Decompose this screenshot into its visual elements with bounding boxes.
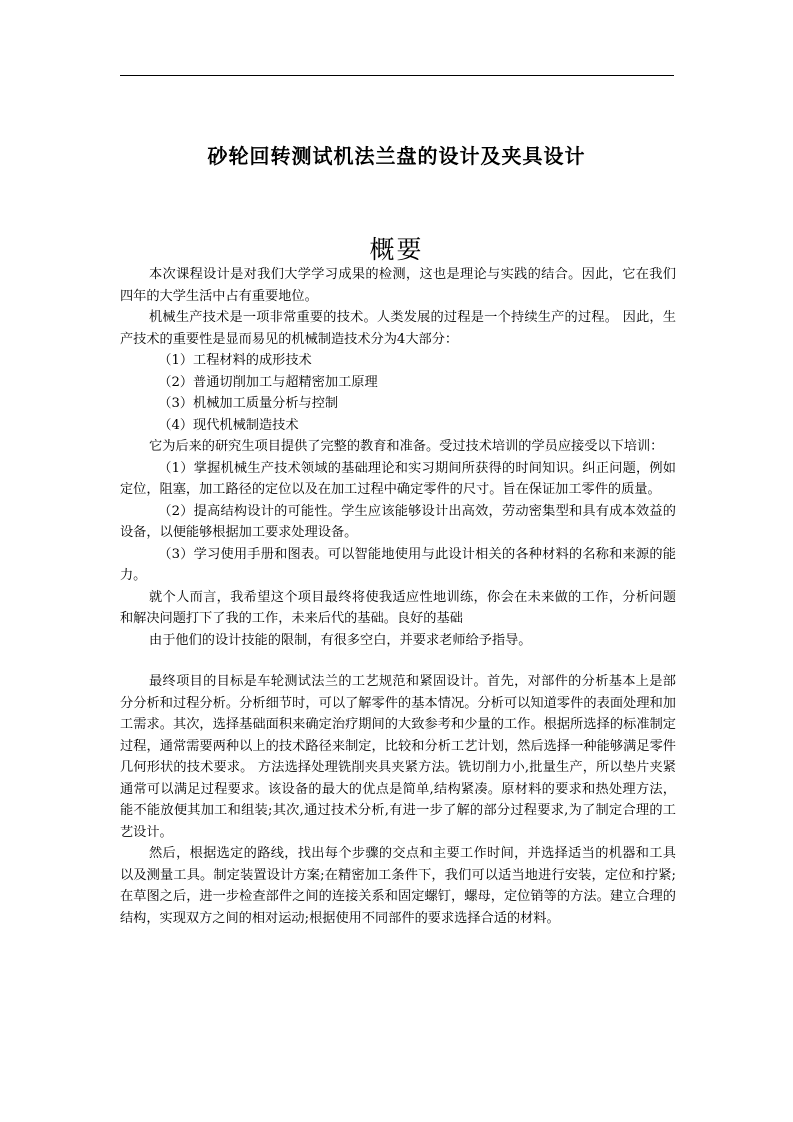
- list-item: （3）机械加工质量分析与控制: [158, 396, 339, 411]
- paragraph: 最终项目的目标是车轮测试法兰的工艺规范和紧固设计。首先，对部件的分析基本上是部分分析和过程分析。分析细节时，可以了解零件的基本情况。分析可以知道零件的表面处理和加工需求。其次，选择基础面积来确定治疗期间的大致参考和少量的工作。根据所选择的标准制定过程，通常需要两种以上的技术路径来制定，比较和分析工艺计划，然后选择一种能够满足零件几何形状的技术要求。 方法选择处理铣削夹具夹紧方法。铣切削力小,批量生产，所以垫片夹紧通常可以满足过程要求。该设备的最大的优点是简单,结构紧凑。原材料的要求和热处理方法，能不能放便其加工和组装;其次,通过技术分析,有进一步了解的部分过程要求,为了制定合理的工艺设计。: [120, 674, 676, 840]
- header-rule: [120, 75, 674, 76]
- list-item: （4）现代机械制造技术: [158, 417, 299, 433]
- list-item: （3）学习使用手册和图表。可以智能地使用与此设计相关的各种材料的名称和来源的能力。: [120, 546, 676, 583]
- paragraph: 由于他们的设计技能的限制，有很多空白，并要求老师给予指导。: [149, 632, 532, 648]
- list-item: （2）普通切削加工与超精密加工原理: [158, 374, 378, 390]
- paragraph: 就个人而言，我希望这个项目最终将使我适应性地训练，你会在未来做的工作，分析问题和解决问题打下了我的工作，未来后代的基础。良好的基础: [120, 589, 676, 626]
- list-item: （2）提高结构设计的可能性。学生应该能够设计出高效，劳动密集型和具有成本效益的设备，以便能够根据加工要求处理设备。: [120, 503, 676, 540]
- paragraph: 然后，根据选定的路线，找出每个步骤的交点和主要工作时间，并选择适当的机器和工具以及测量工具。制定装置设计方案;在精密加工条件下，我们可以适当地进行安装，定位和拧紧;在草图之后，进一步检查部件之间的连接关系和固定螺钉，螺母，定位销等的方法。建立合理的结构，实现双方之间的相对运动;根据使用不同部件的要求选择合适的材料。: [120, 846, 676, 926]
- paragraph: 机械生产技术是一项非常重要的技术。人类发展的过程是一个持续生产的过程。 因此，生产技术的重要性是显而易见的机械制造技术分为4大部分：: [120, 310, 676, 347]
- paragraph: 本次课程设计是对我们大学学习成果的检测，这也是理论与实践的结合。因此，它在我们四年的大学生活中占有重要地位。: [120, 267, 676, 304]
- list-item: （1）掌握机械生产技术领域的基础理论和实习期间所获得的时间知识。纠正问题，例如定位，阻塞，加工路径的定位以及在加工过程中确定零件的尺寸。旨在保证加工零件的质量。: [120, 460, 676, 497]
- paragraph: 它为后来的研究生项目提供了完整的教育和准备。受过技术培训的学员应接受以下培训：: [149, 439, 664, 454]
- document-body: [120, 264, 676, 929]
- document-title: 砂轮回转测试机法兰盘的设计及夹具设计: [207, 144, 586, 168]
- section-heading: 概要: [369, 235, 424, 264]
- list-item: （1）工程材料的成形技术: [158, 353, 312, 368]
